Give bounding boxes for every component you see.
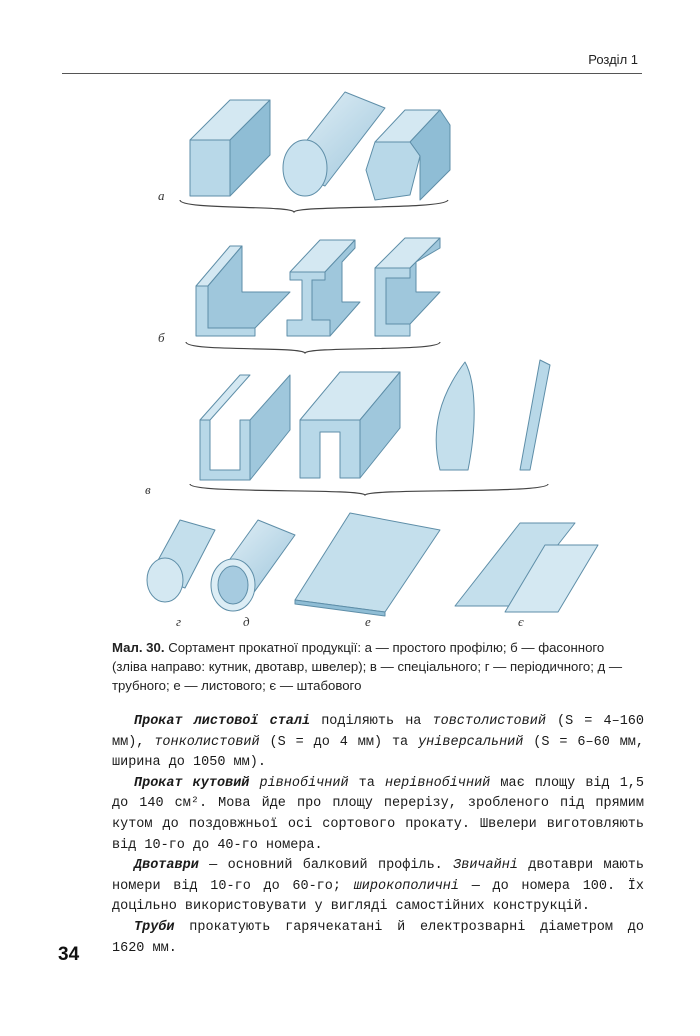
label-v: в bbox=[145, 482, 151, 497]
caption-label: Мал. 30. bbox=[112, 640, 165, 655]
label-e: е bbox=[365, 614, 371, 629]
term: Прокат листової сталі bbox=[134, 714, 311, 729]
label-a: а bbox=[158, 188, 165, 203]
i-beam-profile bbox=[287, 240, 360, 336]
paragraph-sheet-steel: Прокат листової сталі поділяють на товстолистовий (S = 4–160 мм), тонколистовий (S = до 4 мм) та універсальний (S = 6–60 мм, ширина до 1050 мм). bbox=[112, 714, 645, 771]
brace-a bbox=[180, 200, 448, 212]
label-ye: є bbox=[518, 614, 524, 629]
section-label: Розділ 1 bbox=[588, 52, 638, 67]
brace-b bbox=[186, 342, 440, 353]
term: Прокат кутовий bbox=[134, 775, 250, 791]
periodic-profile bbox=[147, 520, 215, 602]
paragraph-pipes: Труби прокатують гарячекатані й електрозварні діаметром до 1620 мм. bbox=[112, 919, 644, 956]
hex-bar bbox=[366, 110, 450, 200]
term: Двотаври bbox=[134, 858, 199, 874]
paragraph-i-beams: Двотаври — основний балковий профіль. Звичайні двотаври мають номери від 10-го до 60-го; широкополичні — до номера 100. Їх доцільно використовувати у вигляді самостійних конструкцій. bbox=[112, 858, 644, 915]
term: Труби bbox=[134, 919, 175, 935]
sheet-profile bbox=[295, 513, 440, 616]
pipe-profile bbox=[211, 520, 295, 611]
figure-caption bbox=[112, 638, 642, 695]
special-profile-3 bbox=[436, 362, 474, 470]
label-d: д bbox=[243, 614, 250, 629]
label-g: г bbox=[176, 614, 182, 629]
strip-profile bbox=[455, 523, 598, 612]
body-text bbox=[112, 712, 644, 959]
page-number: 34 bbox=[58, 944, 80, 965]
square-bar bbox=[190, 100, 270, 196]
label-b: б bbox=[158, 330, 165, 345]
channel-profile bbox=[375, 238, 440, 336]
special-profile-2 bbox=[300, 372, 400, 478]
special-profile-1 bbox=[200, 375, 290, 480]
angle-profile bbox=[196, 246, 290, 336]
brace-v bbox=[190, 484, 548, 495]
caption-text: Сортамент прокатної продукції: а — простого профілю; б — фасонного (зліва направо: кутник, двотавр, швелер); в — спеціального; г — періодичного; д — трубного; е — листового; є — штабового bbox=[112, 640, 623, 693]
paragraph-angle: Прокат кутовий рівнобічний та нерівнобічний має площу від 1,5 до 140 см². Мова йде про площу перерізу, зробленого під прямим кутом до поздовжньої осі сортового прокату. Швелери виготовляють від 10-го до 40-го номера. bbox=[112, 775, 645, 853]
special-profile-4 bbox=[520, 360, 550, 470]
